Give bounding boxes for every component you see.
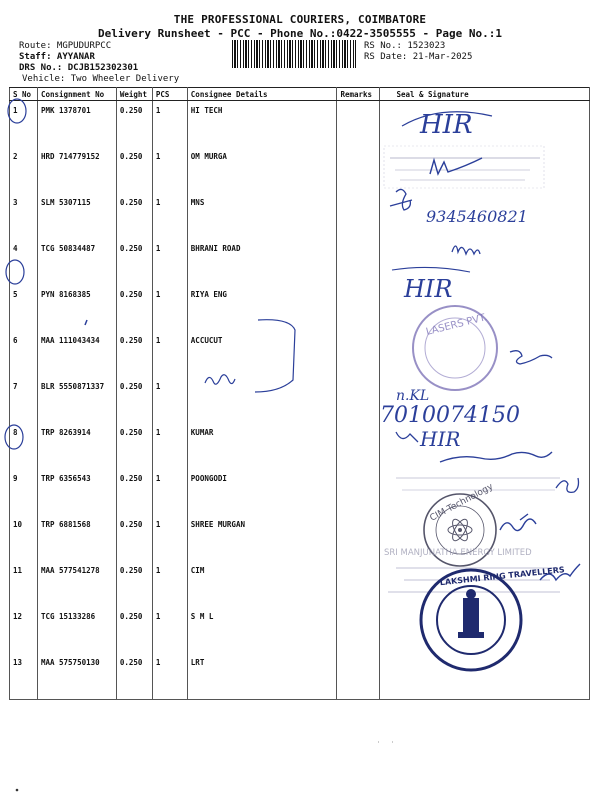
cell-sno: 12	[10, 607, 38, 653]
table-row	[10, 331, 590, 377]
cell-signature	[380, 193, 590, 239]
vehicle-label: Vehicle: Two Wheeler Delivery	[22, 74, 180, 84]
cell-consignee: BHRANI ROAD	[187, 239, 337, 285]
cell-consignment: TRP 6356543	[37, 469, 116, 515]
table-row	[10, 469, 590, 515]
cell-consignment: TCG 50834487	[37, 239, 116, 285]
cell-consignee: POONGODI	[187, 469, 337, 515]
cell-consignee: RIYA ENG	[187, 285, 337, 331]
svg-text:HIR: HIR	[420, 110, 473, 140]
cell-sno: 6	[10, 331, 38, 377]
cell-signature	[380, 469, 590, 515]
cell-consignee: HI TECH	[187, 101, 337, 148]
cell-pcs: 1	[152, 653, 187, 700]
cell-consignment: PYN 8168385	[37, 285, 116, 331]
cell-weight: 0.250	[116, 331, 152, 377]
cell-consignment: MAA 575750130	[37, 653, 116, 700]
cell-pcs: 1	[152, 377, 187, 423]
svg-text:SRI MANJUNATHA ENERGY LIMITED: SRI MANJUNATHA ENERGY LIMITED	[384, 548, 532, 558]
cell-sno: 7	[10, 377, 38, 423]
table-row	[10, 193, 590, 239]
cell-consignee: OM MURGA	[187, 147, 337, 193]
cell-remarks	[337, 515, 380, 561]
cell-consignee: LRT	[187, 653, 337, 700]
cell-pcs: 1	[152, 469, 187, 515]
col-consignment: Consignment No	[37, 88, 116, 101]
cell-sno: 13	[10, 653, 38, 700]
cell-weight: 0.250	[116, 193, 152, 239]
cell-consignment: HRD 714779152	[37, 147, 116, 193]
svg-text:LAKSHMI RING TRAVELLERS: LAKSHMI RING TRAVELLERS	[439, 565, 566, 588]
cell-pcs: 1	[152, 515, 187, 561]
table-row	[10, 561, 590, 607]
handwritten-name-row8: n.KL	[396, 388, 430, 404]
cell-signature	[380, 377, 590, 423]
route-label: Route: MGPUDURPCC	[19, 41, 112, 51]
cell-remarks	[337, 147, 380, 193]
cell-signature	[380, 331, 590, 377]
table-row	[10, 101, 590, 148]
table-row	[10, 239, 590, 285]
table-row	[10, 423, 590, 469]
cell-remarks	[337, 561, 380, 607]
cell-signature	[380, 147, 590, 193]
cell-remarks	[337, 193, 380, 239]
cell-signature	[380, 423, 590, 469]
col-remarks: Remarks	[337, 88, 380, 101]
col-consignee: Consignee Details	[187, 88, 337, 101]
cell-remarks	[337, 101, 380, 148]
table-row	[10, 515, 590, 561]
cell-consignment: MAA 111043434	[37, 331, 116, 377]
cell-remarks	[337, 377, 380, 423]
table-row	[10, 147, 590, 193]
cell-pcs: 1	[152, 331, 187, 377]
cell-weight: 0.250	[116, 515, 152, 561]
cell-remarks	[337, 653, 380, 700]
cell-weight: 0.250	[116, 607, 152, 653]
table-row	[10, 607, 590, 653]
cell-sno: 8	[10, 423, 38, 469]
drs-label: DRS No.: DCJB152302301	[19, 63, 139, 73]
cell-remarks	[337, 469, 380, 515]
cell-sno: 11	[10, 561, 38, 607]
cell-remarks	[337, 239, 380, 285]
cell-weight: 0.250	[116, 423, 152, 469]
cell-signature	[380, 607, 590, 653]
cell-weight: 0.250	[116, 239, 152, 285]
table-row	[10, 285, 590, 331]
cell-weight: 0.250	[116, 285, 152, 331]
company-title: THE PROFESSIONAL COURIERS, COIMBATORE	[173, 13, 427, 26]
svg-text:CIM Technology: CIM Technology	[428, 481, 495, 524]
cell-consignee: SHREE MURGAN	[187, 515, 337, 561]
table-row	[10, 653, 590, 700]
cell-pcs: 1	[152, 607, 187, 653]
svg-text:HIR: HIR	[404, 275, 453, 303]
col-signature: Seal & Signature	[380, 88, 590, 101]
cell-sno: 9	[10, 469, 38, 515]
cell-weight: 0.250	[116, 469, 152, 515]
col-weight: Weight	[116, 88, 152, 101]
rs-date: RS Date: 21-Mar-2025	[364, 52, 473, 62]
cell-pcs: 1	[152, 239, 187, 285]
cell-weight: 0.250	[116, 101, 152, 148]
cell-consignment: MAA 577541278	[37, 561, 116, 607]
cell-sno: 10	[10, 515, 38, 561]
cell-consignment: SLM 5307115	[37, 193, 116, 239]
cell-pcs: 1	[152, 101, 187, 148]
cell-pcs: 1	[152, 147, 187, 193]
cell-weight: 0.250	[116, 377, 152, 423]
cell-consignee: MNS	[187, 193, 337, 239]
cell-consignment: PMK 1378701	[37, 101, 116, 148]
cell-sno: 5	[10, 285, 38, 331]
cell-remarks	[337, 423, 380, 469]
cell-pcs: 1	[152, 193, 187, 239]
cell-remarks	[337, 331, 380, 377]
col-sno: S No	[10, 88, 38, 101]
cell-weight: 0.250	[116, 653, 152, 700]
cell-consignee: S M L	[187, 607, 337, 653]
cell-consignee: KUMAR	[187, 423, 337, 469]
cell-sno: 3	[10, 193, 38, 239]
cell-consignee: ACCUCUT	[187, 331, 337, 377]
handwritten-phone-row3: 9345460821	[426, 207, 528, 226]
runsheet-table	[9, 87, 590, 700]
table-header-row	[10, 88, 590, 101]
svg-text:LASERS PVT.: LASERS PVT.	[424, 312, 489, 338]
cell-sno: 4	[10, 239, 38, 285]
barcode	[232, 40, 356, 68]
cell-signature	[380, 561, 590, 607]
cell-pcs: 1	[152, 285, 187, 331]
cell-consignment: TCG 15133286	[37, 607, 116, 653]
cell-signature	[380, 101, 590, 148]
cell-consignment: TRP 8263914	[37, 423, 116, 469]
cell-signature	[380, 239, 590, 285]
cell-remarks	[337, 607, 380, 653]
cell-remarks	[337, 285, 380, 331]
cell-signature	[380, 653, 590, 700]
cell-signature	[380, 515, 590, 561]
table-row	[10, 377, 590, 423]
rs-number: RS No.: 1523023	[364, 41, 446, 51]
stray-dot	[16, 789, 19, 792]
cell-consignment: BLR 5550871337	[37, 377, 116, 423]
cell-sno: 1	[10, 101, 38, 148]
runsheet-subtitle: Delivery Runsheet - PCC - Phone No.:0422-3505555 - Page No.:1	[98, 27, 502, 40]
cell-consignee: CIM	[187, 561, 337, 607]
cell-pcs: 1	[152, 561, 187, 607]
cell-consignee	[187, 377, 337, 423]
cell-signature	[380, 285, 590, 331]
svg-text:HIR: HIR	[420, 427, 461, 451]
cell-pcs: 1	[152, 423, 187, 469]
cell-weight: 0.250	[116, 561, 152, 607]
cell-weight: 0.250	[116, 147, 152, 193]
cell-consignment: TRP 6881568	[37, 515, 116, 561]
cell-sno: 2	[10, 147, 38, 193]
staff-label: Staff: AYYANAR	[19, 52, 95, 62]
col-pcs: PCS	[152, 88, 187, 101]
handwritten-phone-row8: 7010074150	[380, 403, 520, 428]
